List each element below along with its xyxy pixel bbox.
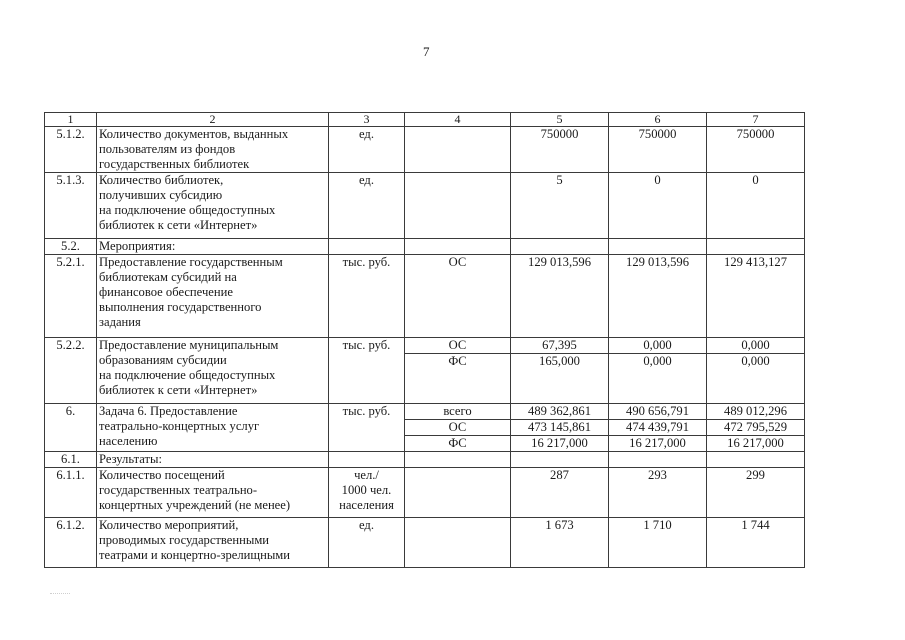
value-col5: 5 [511, 173, 609, 239]
row-name: Количество документов, выданных пользователям из фондов государственных библиотек [97, 127, 329, 173]
table-row [45, 255, 805, 338]
value-col6: 0,000 [609, 338, 707, 354]
col-header-6: 6 [609, 113, 707, 127]
row-name: Задача 6. Предоставление театрально-концертных услуг населению [97, 404, 329, 452]
value-col6: 490 656,791 [609, 404, 707, 420]
value-col5: 165,000 [511, 354, 609, 404]
value-col5: 473 145,861 [511, 420, 609, 436]
value-col5: 129 013,596 [511, 255, 609, 338]
row-unit: чел./ 1000 чел. населения [329, 468, 405, 518]
value-col7: 299 [707, 468, 805, 518]
row-name: Мероприятия: [97, 239, 329, 255]
value-col5: 16 217,000 [511, 436, 609, 452]
value-col6: 129 013,596 [609, 255, 707, 338]
value-col7: 129 413,127 [707, 255, 805, 338]
value-col6: 293 [609, 468, 707, 518]
value-col7: 750000 [707, 127, 805, 173]
row-source: ОС [405, 255, 511, 338]
col-header-7: 7 [707, 113, 805, 127]
col-header-1: 1 [45, 113, 97, 127]
row-source [405, 127, 511, 173]
value-col5: 1 673 [511, 518, 609, 568]
row-source [405, 518, 511, 568]
row-unit: ед. [329, 173, 405, 239]
row-source: всего [405, 404, 511, 420]
row-number: 5.1.2. [45, 127, 97, 173]
value-col7: 489 012,296 [707, 404, 805, 420]
program-table [44, 112, 805, 568]
value-col6: 474 439,791 [609, 420, 707, 436]
row-number: 6.1.2. [45, 518, 97, 568]
value-col6: 1 710 [609, 518, 707, 568]
row-unit: тыс. руб. [329, 338, 405, 404]
row-unit: ед. [329, 518, 405, 568]
value-col7: 1 744 [707, 518, 805, 568]
value-col7: 472 795,529 [707, 420, 805, 436]
row-name: Результаты: [97, 452, 329, 468]
row-number: 5.2.2. [45, 338, 97, 404]
row-name: Количество мероприятий, проводимых государственными театрами и концертно-зрелищными [97, 518, 329, 568]
value-col7: 0 [707, 173, 805, 239]
value-col7: 16 217,000 [707, 436, 805, 452]
table-row [45, 518, 805, 568]
row-number: 6.1. [45, 452, 97, 468]
value-col6: 16 217,000 [609, 436, 707, 452]
row-unit: ед. [329, 127, 405, 173]
value-col6: 750000 [609, 127, 707, 173]
value-col5: 489 362,861 [511, 404, 609, 420]
row-unit: тыс. руб. [329, 255, 405, 338]
row-source: ОС [405, 338, 511, 354]
table-row [45, 452, 805, 468]
table-row [45, 338, 805, 354]
page-number: 7 [423, 44, 430, 59]
row-number: 5.2. [45, 239, 97, 255]
row-name: Предоставление муниципальным образованиям субсидии на подключение общедоступных библиотек к сети «Интернет» [97, 338, 329, 404]
row-number: 5.2.1. [45, 255, 97, 338]
table-row [45, 127, 805, 173]
value-col6: 0 [609, 173, 707, 239]
scan-artifact [50, 593, 70, 595]
col-header-2: 2 [97, 113, 329, 127]
row-unit: тыс. руб. [329, 404, 405, 452]
row-source: ФС [405, 354, 511, 404]
row-number: 5.1.3. [45, 173, 97, 239]
value-col7: 0,000 [707, 354, 805, 404]
row-name: Количество библиотек, получивших субсидию на подключение общедоступных библиотек к сети «Интернет» [97, 173, 329, 239]
value-col5: 287 [511, 468, 609, 518]
row-number: 6. [45, 404, 97, 452]
col-header-4: 4 [405, 113, 511, 127]
row-source [405, 468, 511, 518]
value-col7: 0,000 [707, 338, 805, 354]
row-source [405, 173, 511, 239]
row-source: ОС [405, 420, 511, 436]
table-row [45, 173, 805, 239]
row-source: ФС [405, 436, 511, 452]
col-header-5: 5 [511, 113, 609, 127]
row-name: Количество посещений государственных театрально- концертных учреждений (не менее) [97, 468, 329, 518]
value-col5: 67,395 [511, 338, 609, 354]
column-header-row [45, 113, 805, 127]
value-col6: 0,000 [609, 354, 707, 404]
table-row [45, 239, 805, 255]
col-header-3: 3 [329, 113, 405, 127]
value-col5: 750000 [511, 127, 609, 173]
row-name: Предоставление государственным библиотекам субсидий на финансовое обеспечение выполнения государственного задания [97, 255, 329, 338]
row-number: 6.1.1. [45, 468, 97, 518]
table-row [45, 404, 805, 420]
table-row [45, 468, 805, 518]
